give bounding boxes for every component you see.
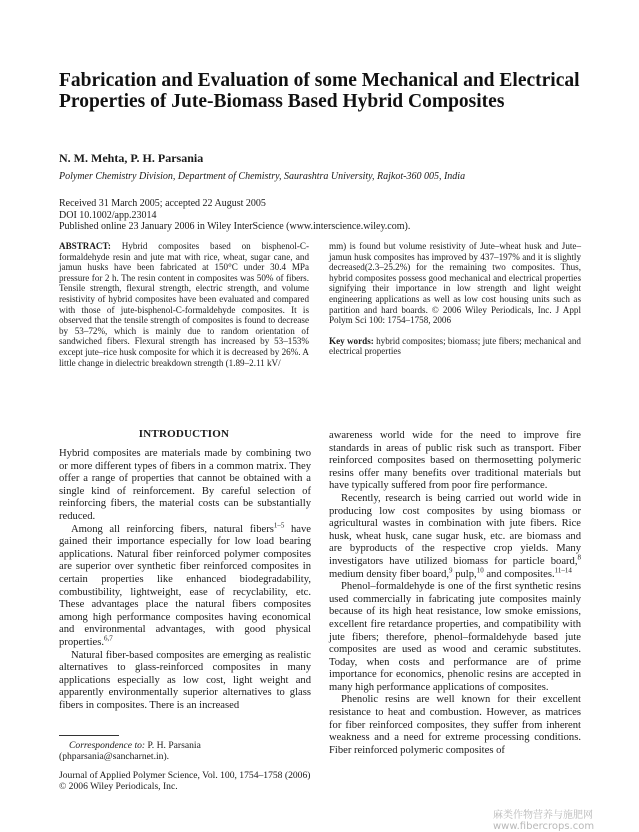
body-left-column	[59, 448, 311, 712]
correspondence-label: Correspondence to:	[69, 740, 146, 751]
paragraph: Natural fiber-based composites are emerging as realistic alternatives to glass-reinforced composites in many applications especially as low cost, light weight and apparently environmentally superior alternatives to glass fibers in composites. There is an increased	[59, 649, 311, 711]
published-online: Published online 23 January 2006 in Wiley InterScience (www.interscience.wiley.com).	[59, 221, 411, 232]
citation[interactable]: 9	[449, 566, 453, 574]
abstract-right	[329, 241, 581, 357]
affiliation: Polymer Chemistry Division, Department of Chemistry, Saurashtra University, Rajkot-360 005, India	[59, 171, 466, 182]
keywords	[329, 336, 581, 357]
footnote-rule	[59, 735, 119, 736]
paragraph: Phenol–formaldehyde is one of the first synthetic resins used commercially in fabricating jute composites mainly because of its high heat resistance, low smoke emissions, excellent fire retardance properties, and compatibility with jute fibers; therefore, phenol–formaldehyde based jute composites are used as wood and ceramic substitutes. Today, when costs and performance are of prime importance for economics, phenolic resins are accepted in many high performance applications of composites.	[329, 581, 581, 693]
citation[interactable]: 10	[476, 566, 484, 574]
received-info	[59, 198, 410, 233]
abstract-text-left: Hybrid composites based on bisphenol-C-formaldehyde resin and jute mat with rice, wheat, sugar cane, and jamun husks have been fabricated at 150°C under 30.4 MPa pressure for 2 h. The resin content in composites was 50% of fibers. Tensile strength, flexural strength, electric strength, and volume resistivity of hybrid composites have been evaluated and compared with those of jute-bisphenol-C-formaldehyde composites. It is observed that the tensile strength of composites is found to decrease by 53–72%, which is mainly due to random orientation of sandwiched fibers. Flexural strength has increased by 53–153% except jute–rice husk composite for which it is decreased by 26%. A little change in dielectric breakdown strength (1.89–2.11 kV/	[59, 241, 309, 368]
abstract-left	[59, 241, 309, 368]
citation[interactable]: 1–5	[273, 521, 285, 530]
citation[interactable]: 8	[577, 553, 581, 562]
paragraph: Recently, research is being carried out world wide in producing low cost composites by using biomass or agricultural wastes in combination with jute fibers. Rice husk, wheat husk, cane sugar husk, etc. are biomass and are byproducts of the respective crop yields. Many investigators have utilized biomass for particle board,$^8$ medium density fiber board,$^9$ pulp,$^{10}$ and composites.$^{11-14}$	[329, 492, 581, 580]
paragraph: Among all reinforcing fibers, natural fibers$^{1-5}$ have gained their importance especially for low load bearing applications. Natural fiber reinforced polymer composites are superior over synthetic fiber reinforced composites in certain properties like enhanced biodegradability, combustibility, lightweight, ease of recyclability, etc. These advantages place the natural fibers composites among high performance composites having economical and environmental advantages, with good physical properties.$^{6,7}$	[59, 521, 311, 648]
received-dates: Received 31 March 2005; accepted 22 August 2005	[59, 198, 266, 209]
section-heading: INTRODUCTION	[138, 428, 230, 440]
paragraph: awareness world wide for the need to improve fire standards in areas of public risk such as transport. Fiber reinforced composites based on thermosetting polymeric resins offer many benefits over traditional materials but have typically suffered from poor fire performance.	[329, 430, 581, 492]
authors: N. M. Mehta, P. H. Parsania	[59, 151, 204, 165]
correspondence-text: P. H. Parsania (phparsania@sancharnet.in).	[59, 740, 201, 763]
abstract-text-right: mm) is found but volume resistivity of Jute–wheat husk and Jute–jamun husk composites has improved by 437–197% and it is slightly decreased(2.3–25.2%) for the remaining two composites. Thus, hybrid composites possess good mechanical and electrical properties signifying their importance in low strength and light weight engineering applications as well as low cost housing units such as partition and hard boards. © 2006 Wiley Periodicals, Inc. J Appl Polym Sci 100: 1754–1758, 2006	[329, 241, 581, 326]
citation[interactable]: 11–14	[554, 566, 572, 574]
doi: DOI 10.1002/app.23014	[59, 209, 157, 221]
abstract-label: ABSTRACT:	[59, 241, 111, 251]
paragraph: Phenolic resins are well known for their excellent resistance to heat and combustion. However, as matrices for fiber reinforced composites, they suffer from inherent weakness and a need for extreme processing conditions. Fiber reinforced polymeric composites of	[329, 694, 581, 756]
article-title: Fabrication and Evaluation of some Mechanical and Electrical Properties of Jute-Biomass Based Hybrid Composites	[59, 70, 580, 112]
journal-citation: Journal of Applied Polymer Science, Vol. 100, 1754–1758 (2006)	[59, 770, 311, 781]
body-right-column	[329, 430, 581, 757]
journal-footer	[59, 770, 311, 793]
copyright: © 2006 Wiley Periodicals, Inc.	[59, 781, 178, 793]
watermark: 麻类作物营养与施肥网 www.fibercrops.com	[493, 810, 595, 832]
keywords-label: Key words:	[329, 335, 374, 346]
citation[interactable]: 6,7	[104, 634, 113, 643]
paragraph: Hybrid composites are materials made by combining two or more different types of fibers in a common matrix. They offer a range of properties that cannot be obtained with a single kind of reinforcement. By careful selection of reinforcing fibers, the material costs can be substantially reduced.	[59, 448, 311, 522]
keywords-text: hybrid composites; biomass; jute fibers; mechanical and electrical properties	[329, 335, 581, 357]
correspondence-note	[59, 740, 311, 763]
